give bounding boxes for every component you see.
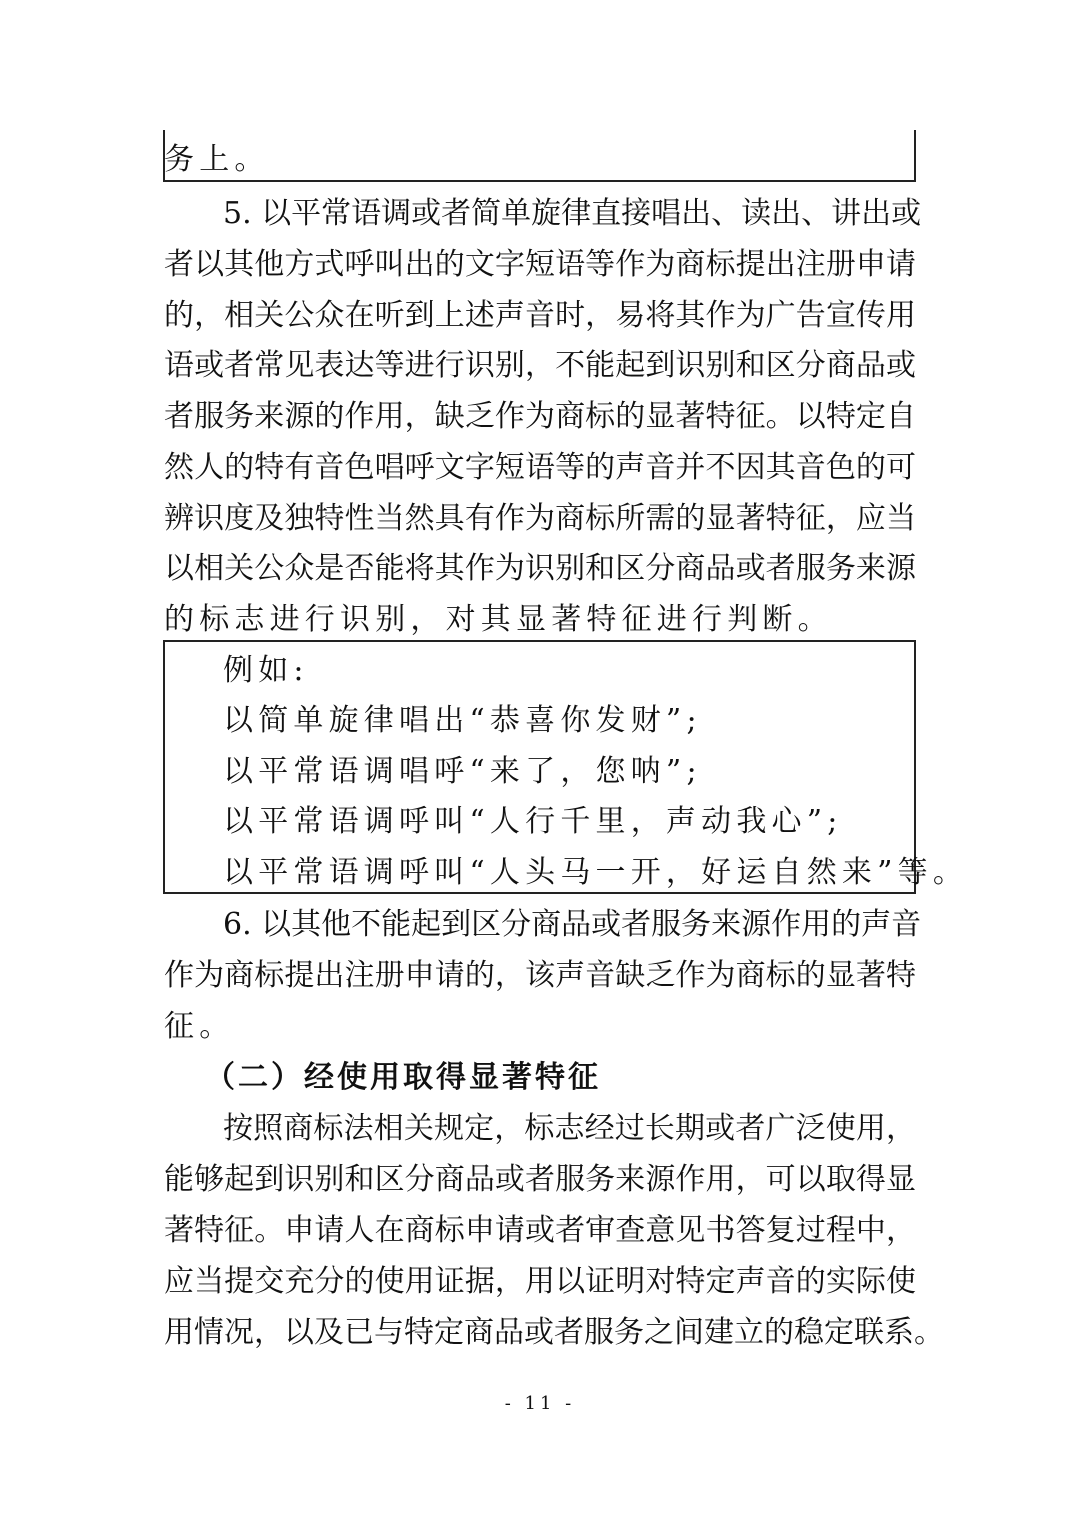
para7-line-1: 按照商标法相关规定，标志经过长期或者广泛使用，: [223, 1111, 916, 1146]
para7-line-3: 著特征。申请人在商标申请或者审查意见书答复过程中，: [164, 1213, 916, 1248]
para5-line-9: 的标志进行识别，对其显著特征进行判断。: [164, 602, 833, 637]
para7-line-5: 用情况，以及已与特定商品或者服务之间建立的稳定联系。: [164, 1315, 944, 1350]
example-item: 以平常语调唱呼“来了，您呐”;: [223, 754, 702, 789]
para5-line-3: 的，相关公众在听到上述声音时，易将其作为广告宣传用: [164, 298, 916, 333]
para6-line-1: 6. 以其他不能起到区分商品或者服务来源作用的声音: [223, 907, 922, 942]
example-title: 例如:: [223, 653, 309, 688]
para5-line-8: 以相关公众是否能将其作为识别和区分商品或者服务来源: [164, 551, 916, 586]
continued-text: 务上。: [164, 142, 270, 177]
para5-line-1: 5. 以平常语调或者简单旋律直接唱出、读出、讲出或: [223, 196, 922, 231]
page-number: - 11 -: [504, 1393, 576, 1414]
example-item: 以平常语调呼叫“人头马一开，好运自然来”等。: [223, 855, 969, 890]
para6-line-2: 作为商标提出注册申请的，该声音缺乏作为商标的显著特: [164, 958, 916, 993]
para5-line-5: 者服务来源的作用，缺乏作为商标的显著特征。以特定自: [164, 399, 916, 434]
para5-line-7: 辨识度及独特性当然具有作为商标所需的显著特征，应当: [164, 501, 916, 536]
para7-line-4: 应当提交充分的使用证据，用以证明对特定声音的实际使: [164, 1264, 916, 1299]
example-item: 以平常语调呼叫“人行千里，声动我心”;: [223, 804, 843, 839]
example-item: 以简单旋律唱出“恭喜你发财”;: [223, 703, 702, 738]
para6-line-3: 征。: [164, 1009, 235, 1044]
section-heading: （二）经使用取得显著特征: [205, 1060, 601, 1095]
para5-line-6: 然人的特有音色唱呼文字短语等的声音并不因其音色的可: [164, 450, 916, 485]
para7-line-2: 能够起到识别和区分商品或者服务来源作用，可以取得显: [164, 1162, 916, 1197]
para5-line-2: 者以其他方式呼叫出的文字短语等作为商标提出注册申请: [164, 247, 916, 282]
para5-line-4: 语或者常见表达等进行识别，不能起到识别和区分商品或: [164, 348, 916, 383]
